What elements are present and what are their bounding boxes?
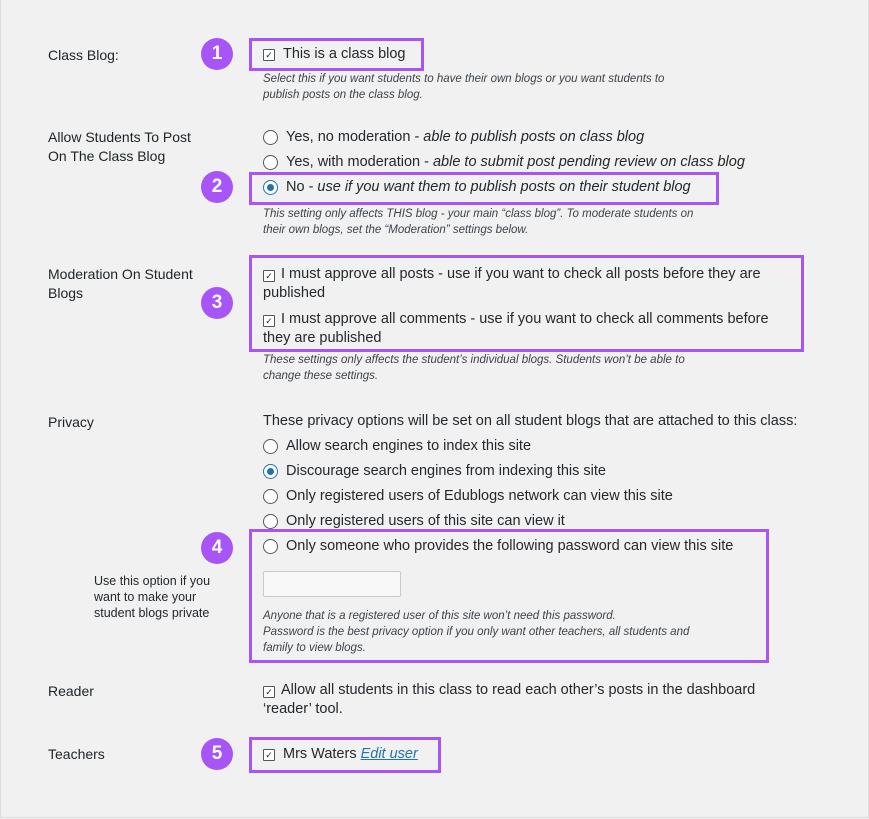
moderation-label-line1: Moderation On Student <box>48 266 193 282</box>
privacy-option-text: Only registered users of this site can view it <box>286 513 565 529</box>
checkbox-checked-icon[interactable]: ✓ <box>263 270 275 282</box>
option-italic-text: use if you want them to publish posts on their student blog <box>317 179 691 195</box>
moderation-comments-line1: I must approve all comments - use if you want to check all comments before <box>281 311 769 327</box>
checkbox-checked-icon[interactable]: ✓ <box>263 49 275 61</box>
checkbox-checked-icon[interactable]: ✓ <box>263 686 275 698</box>
allow-post-option-yes-no-moderation[interactable] <box>263 128 644 147</box>
edit-user-link[interactable]: Edit user <box>360 746 418 762</box>
moderation-desc-line2: change these settings. <box>263 370 379 382</box>
highlight-box-2 <box>249 172 719 205</box>
note-line3: student blogs private <box>94 606 210 620</box>
privacy-option-text: Only someone who provides the following password can view this site <box>286 538 734 554</box>
radio-unselected-icon[interactable] <box>263 130 278 145</box>
note-line2: want to make your <box>94 590 197 604</box>
moderation-desc-line1: These settings only affects the student’s individual blogs. Students won’t be able to <box>263 354 685 366</box>
option-main-text: Yes, with moderation - <box>286 154 433 170</box>
moderation-posts-line1: I must approve all posts - use if you want to check all posts before they are <box>281 266 761 282</box>
reader-checkbox[interactable] <box>263 681 755 719</box>
class-blog-label: Class Blog: <box>48 47 119 63</box>
privacy-option-network-users[interactable] <box>263 487 673 506</box>
privacy-option-text: Only registered users of Edublogs network can view this site <box>286 488 673 504</box>
class-blog-checkbox-label: This is a class blog <box>283 46 406 62</box>
privacy-option-text: Discourage search engines from indexing this site <box>286 463 606 479</box>
allow-post-label-line1: Allow Students To Post <box>48 129 191 145</box>
radio-unselected-icon[interactable] <box>263 514 278 529</box>
privacy-desc-line1: Anyone that is a registered user of this site won’t need this password. <box>263 610 616 622</box>
option-italic-text: able to publish posts on class blog <box>423 129 645 145</box>
privacy-label: Privacy <box>48 414 94 430</box>
moderation-description <box>263 352 685 384</box>
step-badge-1: 1 <box>201 38 233 70</box>
option-italic-text: able to submit post pending review on class blog <box>432 154 745 170</box>
checkbox-checked-icon[interactable]: ✓ <box>263 749 275 761</box>
option-main-text: Yes, no moderation - <box>286 129 424 145</box>
moderation-comments-line2: they are published <box>263 330 382 346</box>
radio-unselected-icon[interactable] <box>263 439 278 454</box>
note-line1: Use this option if you <box>94 574 211 588</box>
highlight-box-5 <box>249 737 441 773</box>
checkbox-checked-icon[interactable]: ✓ <box>263 315 275 327</box>
allow-post-label <box>48 128 191 166</box>
radio-unselected-icon[interactable] <box>263 155 278 170</box>
privacy-option-allow-index[interactable] <box>263 437 531 456</box>
allow-post-desc-line2: their own blogs, set the “Moderation” settings below. <box>263 224 529 236</box>
allow-post-option-yes-with-moderation[interactable] <box>263 153 745 172</box>
radio-unselected-icon[interactable] <box>263 489 278 504</box>
class-blog-description <box>263 71 664 103</box>
highlight-box-3 <box>249 255 804 352</box>
allow-post-description <box>263 206 693 238</box>
class-blog-desc-line2: publish posts on the class blog. <box>263 89 423 101</box>
step-badge-3: 3 <box>201 287 233 319</box>
reader-line1: Allow all students in this class to read each other’s posts in the dashboard <box>281 682 756 698</box>
reader-label: Reader <box>48 683 94 699</box>
allow-post-label-line2: On The Class Blog <box>48 148 166 164</box>
moderation-label-line2: Blogs <box>48 285 84 301</box>
privacy-desc-line2: Password is the best privacy option if you only want other teachers, all students and <box>263 626 690 638</box>
class-blog-desc-line1: Select this if you want students to have their own blogs or you want students to <box>263 73 665 85</box>
highlight-box-1 <box>249 38 424 71</box>
privacy-intro: These privacy options will be set on all student blogs that are attached to this class: <box>263 413 798 429</box>
teachers-label: Teachers <box>48 746 105 762</box>
moderation-label <box>48 265 193 303</box>
privacy-desc-line3: family to view blogs. <box>263 642 366 654</box>
highlight-box-4 <box>249 529 769 663</box>
privacy-side-note <box>94 573 210 621</box>
step-badge-2: 2 <box>201 171 233 203</box>
reader-line2: ‘reader’ tool. <box>263 701 343 717</box>
option-main-text: No - <box>286 179 318 195</box>
moderation-posts-line2: published <box>263 285 326 301</box>
privacy-option-discourage-index[interactable] <box>263 462 606 481</box>
allow-post-desc-line1: This setting only affects THIS blog - your main “class blog”. To moderate students on <box>263 208 694 220</box>
step-badge-5: 5 <box>201 738 233 770</box>
radio-selected-icon[interactable] <box>263 464 278 479</box>
step-badge-4: 4 <box>201 532 233 564</box>
teacher-name: Mrs Waters <box>283 746 357 762</box>
privacy-option-text: Allow search engines to index this site <box>286 438 532 454</box>
